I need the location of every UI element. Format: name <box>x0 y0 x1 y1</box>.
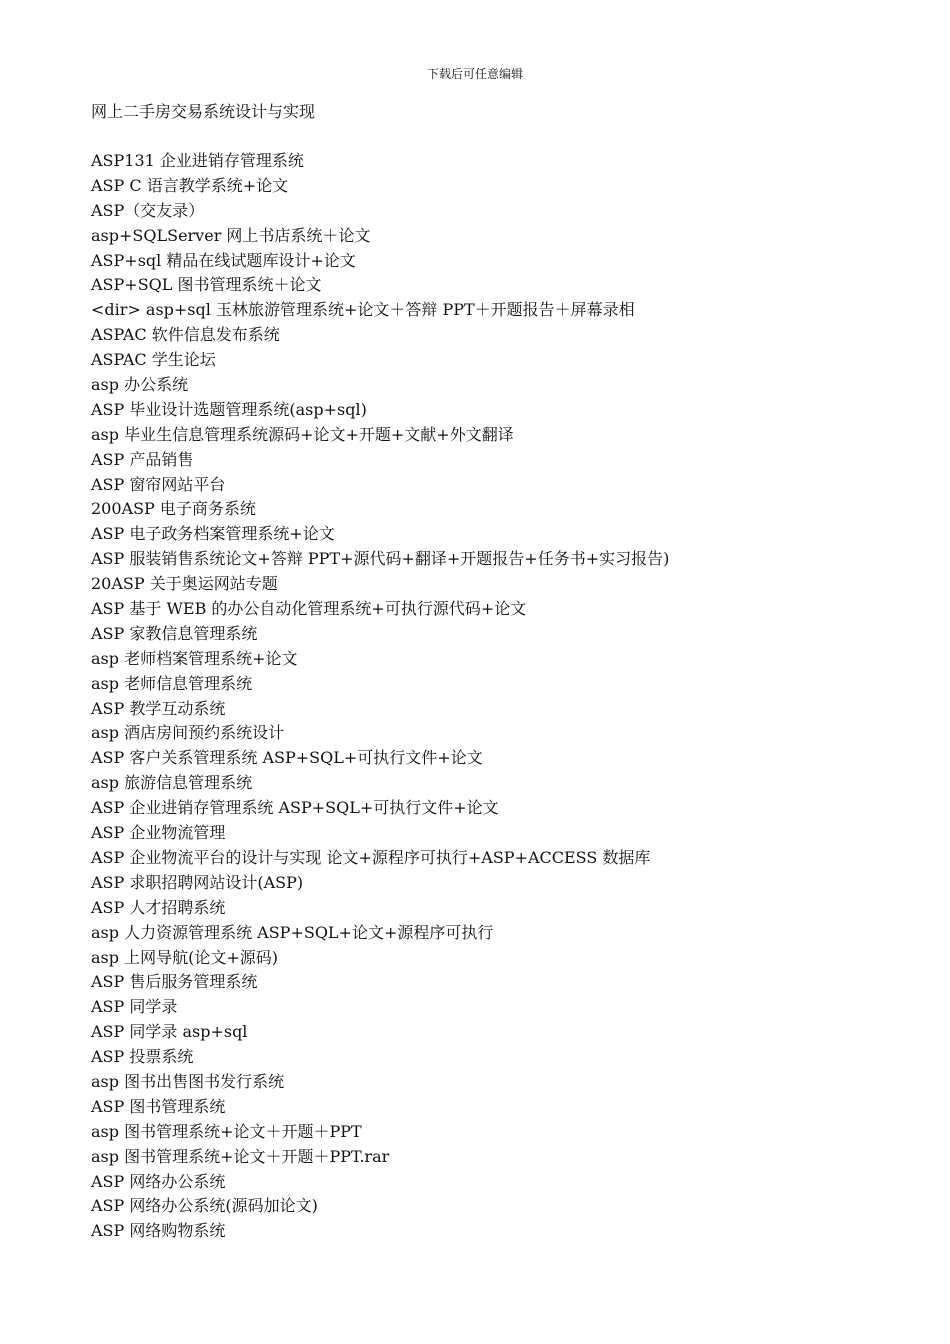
list-item: ASP 产品销售 <box>91 449 194 469</box>
document-title: 网上二手房交易系统设计与实现 <box>91 102 316 121</box>
list-item: <dir> asp+sql 玉林旅游管理系统+论文＋答辩 PPT＋开题报告＋屏幕录相 <box>91 300 635 320</box>
list-item: ASP+SQL 图书管理系统＋论文 <box>91 275 322 295</box>
list-item: ASP 窗帘网站平台 <box>91 474 226 494</box>
list-item: ASPAC 学生论坛 <box>91 350 216 370</box>
list-item: 20ASP 关于奥运网站专题 <box>91 574 278 594</box>
list-item: ASP 毕业设计选题管理系统(asp+sql) <box>91 399 367 419</box>
list-item: ASP 电子政务档案管理系统+论文 <box>91 524 335 544</box>
list-item: asp 办公系统 <box>91 375 189 395</box>
list-item: asp 图书出售图书发行系统 <box>91 1071 285 1091</box>
list-item: ASP 服装销售系统论文+答辩 PPT+源代码+翻译+开题报告+任务书+实习报告) <box>91 549 670 569</box>
list-item: ASP 网络购物系统 <box>91 1221 226 1241</box>
list-item: ASP 网络办公系统(源码加论文) <box>91 1196 318 1216</box>
list-item: asp 上网导航(论文+源码) <box>91 947 278 967</box>
list-item: asp 毕业生信息管理系统源码+论文+开题+文献+外文翻译 <box>91 424 514 444</box>
page-header: 下载后可任意编辑 <box>426 67 523 81</box>
list-item: ASP C 语言教学系统+论文 <box>91 175 289 195</box>
document-item-list <box>91 149 669 1244</box>
list-item: asp 人力资源管理系统 ASP+SQL+论文+源程序可执行 <box>91 922 494 942</box>
list-item: ASP 网络办公系统 <box>91 1171 226 1191</box>
list-item: ASP 图书管理系统 <box>91 1096 226 1116</box>
list-item: ASP131 企业进销存管理系统 <box>91 151 304 170</box>
list-item: ASP（交友录） <box>91 200 205 220</box>
list-item: asp 老师档案管理系统+论文 <box>91 648 298 668</box>
list-item: ASP 同学录 <box>91 997 178 1017</box>
list-item: ASP 人才招聘系统 <box>91 897 226 917</box>
list-item: ASPAC 软件信息发布系统 <box>91 325 280 345</box>
list-item: ASP 企业物流平台的设计与实现 论文+源程序可执行+ASP+ACCESS 数据库 <box>91 847 651 867</box>
list-item: ASP+sql 精品在线试题库设计+论文 <box>91 250 356 270</box>
list-item: ASP 教学互动系统 <box>91 698 226 718</box>
list-item: ASP 售后服务管理系统 <box>91 972 258 992</box>
list-item: asp 酒店房间预约系统设计 <box>91 723 285 743</box>
list-item: ASP 企业物流管理 <box>91 823 226 843</box>
list-item: ASP 同学录 asp+sql <box>91 1022 248 1042</box>
list-item: ASP 企业进销存管理系统 ASP+SQL+可执行文件+论文 <box>91 798 499 818</box>
list-item: asp 图书管理系统+论文＋开题＋PPT <box>91 1121 362 1141</box>
list-item: 200ASP 电子商务系统 <box>91 499 256 519</box>
list-item: ASP 基于 WEB 的办公自动化管理系统+可执行源代码+论文 <box>91 599 527 619</box>
list-item: asp 旅游信息管理系统 <box>91 773 253 793</box>
list-item: asp+SQLServer 网上书店系统＋论文 <box>91 225 371 245</box>
list-item: ASP 投票系统 <box>91 1047 194 1067</box>
list-item: ASP 家教信息管理系统 <box>91 623 258 643</box>
list-item: asp 老师信息管理系统 <box>91 673 253 693</box>
list-item: ASP 求职招聘网站设计(ASP) <box>91 872 304 892</box>
list-item: asp 图书管理系统+论文＋开题＋PPT.rar <box>91 1146 390 1166</box>
list-item: ASP 客户关系管理系统 ASP+SQL+可执行文件+论文 <box>91 748 483 768</box>
